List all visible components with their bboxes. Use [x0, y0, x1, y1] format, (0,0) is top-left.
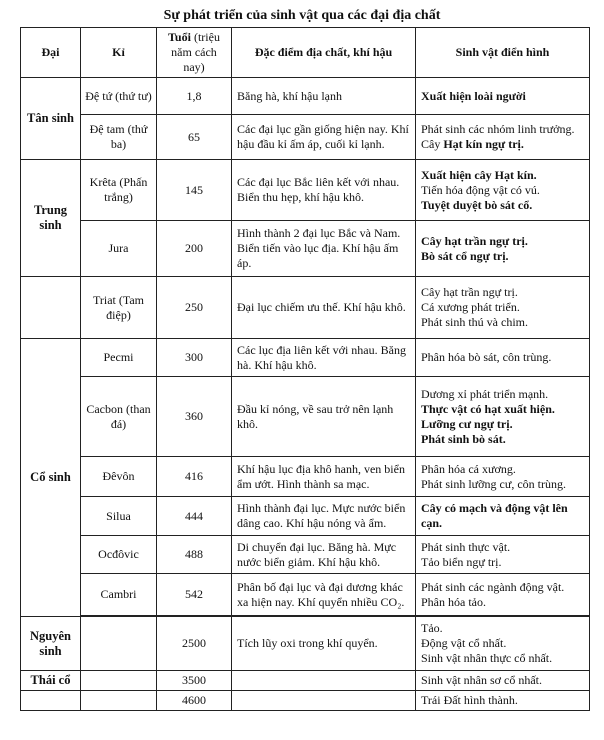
header-era: Đại	[21, 28, 81, 78]
period-cell-empty	[81, 617, 157, 671]
features-cell: Đầu kỉ nóng, về sau trở nên lạnh khô.	[232, 377, 416, 457]
age-cell: 65	[157, 115, 232, 160]
biota-cell	[416, 691, 590, 711]
biota-line: Tảo biển ngự trị.	[421, 554, 502, 569]
age-cell: 300	[157, 339, 232, 377]
period-cell: Triat (Tam điệp)	[81, 277, 157, 339]
biota-bold-text: Hạt kín ngự trị.	[443, 137, 524, 151]
era-cell: Cổ sinh	[21, 339, 81, 617]
features-cell: Tích lũy oxi trong khí quyển.	[232, 617, 416, 671]
biota-cell	[416, 115, 590, 160]
period-cell: Pecmi	[81, 339, 157, 377]
biota-cell	[416, 457, 590, 497]
biota-line: Phát sinh thực vật.	[421, 539, 511, 554]
biota-line: Trái Đất hình thành.	[421, 693, 518, 707]
age-cell: 4600	[157, 691, 232, 711]
table-row	[21, 574, 590, 616]
table-row	[21, 78, 590, 115]
header-features: Đặc điểm địa chất, khí hậu	[232, 28, 416, 78]
biota-cell	[416, 221, 590, 277]
period-cell: Đệ tứ (thứ tư)	[81, 78, 157, 115]
features-cell: Băng hà, khí hậu lạnh	[232, 78, 416, 115]
period-cell: Ocđôvic	[81, 536, 157, 574]
period-cell: Silua	[81, 497, 157, 536]
era-cell-empty	[21, 691, 81, 711]
table-row	[21, 536, 590, 574]
period-cell: Jura	[81, 221, 157, 277]
table-row	[21, 221, 590, 277]
features-cell: Các lục địa liên kết với nhau. Băng hà. Khí hậu khô.	[232, 339, 416, 377]
biota-line: Tảo.	[421, 621, 443, 635]
features-cell: Các đại lục gần giống hiện nay. Khí hậu đầu kỉ ấm áp, cuối kỉ lạnh.	[232, 115, 416, 160]
biota-cell	[416, 160, 590, 221]
biota-line: Lưỡng cư ngự trị.	[421, 416, 513, 431]
period-cell-empty	[81, 691, 157, 711]
table-row	[21, 277, 590, 339]
age-cell: 416	[157, 457, 232, 497]
biota-line: Cá xương phát triển.	[421, 300, 520, 314]
period-cell-empty	[81, 671, 157, 691]
header-age	[157, 28, 232, 78]
age-cell: 200	[157, 221, 232, 277]
era-cell-empty	[21, 277, 81, 339]
biota-line: Phát sinh các nhóm linh trưởng.	[421, 122, 575, 136]
biota-cell	[416, 78, 590, 115]
features-cell-empty	[232, 691, 416, 711]
header-row	[21, 28, 590, 78]
biota-line: Động vật cổ nhất.	[421, 636, 507, 650]
age-cell: 3500	[157, 671, 232, 691]
biota-line: Cây hạt trần ngự trị.	[421, 233, 528, 248]
biota-line: Phát sinh các ngành động vật.	[421, 579, 565, 594]
biota-line: Cây có mạch và động vật lên cạn.	[421, 501, 568, 530]
age-cell: 444	[157, 497, 232, 536]
age-cell: 360	[157, 377, 232, 457]
biota-cell	[416, 617, 590, 671]
features-cell: Di chuyển đại lục. Băng hà. Mực nước biển giảm. Khí hậu khô.	[232, 536, 416, 574]
biota-cell	[416, 574, 590, 616]
period-cell: Cambri	[81, 574, 157, 616]
features-cell: Các đại lục Bắc liên kết với nhau. Biển thu hẹp, khí hậu khô.	[232, 160, 416, 221]
period-cell: Cacbon (than đá)	[81, 377, 157, 457]
biota-line: Tuyệt duyệt bò sát cổ.	[421, 197, 533, 212]
age-cell: 488	[157, 536, 232, 574]
biota-line: Sinh vật nhân thực cổ nhất.	[421, 651, 553, 665]
header-age-rest: (triệu năm cách nay)	[171, 30, 220, 74]
biota-line: Thực vật có hạt xuất hiện.	[421, 401, 555, 416]
age-cell: 2500	[157, 617, 232, 671]
biota-line: Phân hóa cá xương.	[421, 461, 516, 476]
biota-cell	[416, 536, 590, 574]
features-cell: Khí hậu lục địa khô hanh, ven biển ẩm ướt. Hình thành sa mạc.	[232, 457, 416, 497]
biota-line: Phân hóa tảo.	[421, 594, 486, 609]
era-cell: Tân sinh	[21, 78, 81, 160]
table-row	[21, 377, 590, 457]
biota-cell	[416, 277, 590, 339]
biota-line: Phát sinh bò sát.	[421, 431, 506, 446]
period-cell: Đêvôn	[81, 457, 157, 497]
biota-line: Phân hóa bò sát, côn trùng.	[421, 350, 552, 364]
era-cell: Trung sinh	[21, 160, 81, 277]
biota-cell	[416, 497, 590, 536]
biota-line	[421, 137, 585, 152]
table-row	[21, 339, 590, 377]
table-row	[21, 691, 590, 711]
table-row	[21, 457, 590, 497]
biota-line: Xuất hiện cây Hạt kín.	[421, 167, 537, 182]
table-row	[21, 160, 590, 221]
age-cell: 1,8	[157, 78, 232, 115]
features-cell: Đại lục chiếm ưu thế. Khí hậu khô.	[232, 277, 416, 339]
header-age-bold: Tuổi	[168, 30, 191, 44]
biota-line: Sinh vật nhân sơ cổ nhất.	[421, 673, 542, 687]
features-cell: Hình thành 2 đại lục Bắc và Nam. Biển tiến vào lục địa. Khí hậu ấm áp.	[232, 221, 416, 277]
biota-text: Cây	[421, 137, 444, 151]
table-row	[21, 671, 590, 691]
biota-cell	[416, 671, 590, 691]
header-period: Kỉ	[81, 28, 157, 78]
table-row	[21, 115, 590, 160]
table-title: Sự phát triển của sinh vật qua các đại địa chất	[163, 8, 441, 23]
geologic-timescale-table	[20, 27, 590, 711]
features-cell: Hình thành đại lục. Mực nước biển dâng cao. Khí hậu nóng và ẩm.	[232, 497, 416, 536]
biota-line: Bò sát cổ ngự trị.	[421, 248, 509, 263]
biota-line: Phát sinh lưỡng cư, côn trùng.	[421, 476, 567, 491]
biota-line: Cây hạt trần ngự trị.	[421, 285, 518, 299]
era-cell: Nguyên sinh	[21, 617, 81, 671]
age-cell: 145	[157, 160, 232, 221]
biota-line: Dương xỉ phát triển mạnh.	[421, 386, 549, 401]
table-row	[21, 617, 590, 671]
header-biota: Sinh vật điển hình	[416, 28, 590, 78]
biota-line: Tiến hóa động vật có vú.	[421, 182, 540, 197]
age-cell: 542	[157, 574, 232, 616]
features-cell: Phân bố đại lục và đại dương khác xa hiện nay. Khí quyển nhiều CO₂.	[232, 574, 416, 616]
age-cell: 250	[157, 277, 232, 339]
biota-line: Phát sinh thú và chim.	[421, 315, 528, 329]
period-cell: Đệ tam (thứ ba)	[81, 115, 157, 160]
biota-line: Xuất hiện loài người	[421, 88, 526, 103]
period-cell: Krêta (Phấn trắng)	[81, 160, 157, 221]
era-cell: Thái cổ	[21, 671, 81, 691]
table-row	[21, 497, 590, 536]
features-cell-empty	[232, 671, 416, 691]
biota-cell	[416, 339, 590, 377]
biota-cell	[416, 377, 590, 457]
